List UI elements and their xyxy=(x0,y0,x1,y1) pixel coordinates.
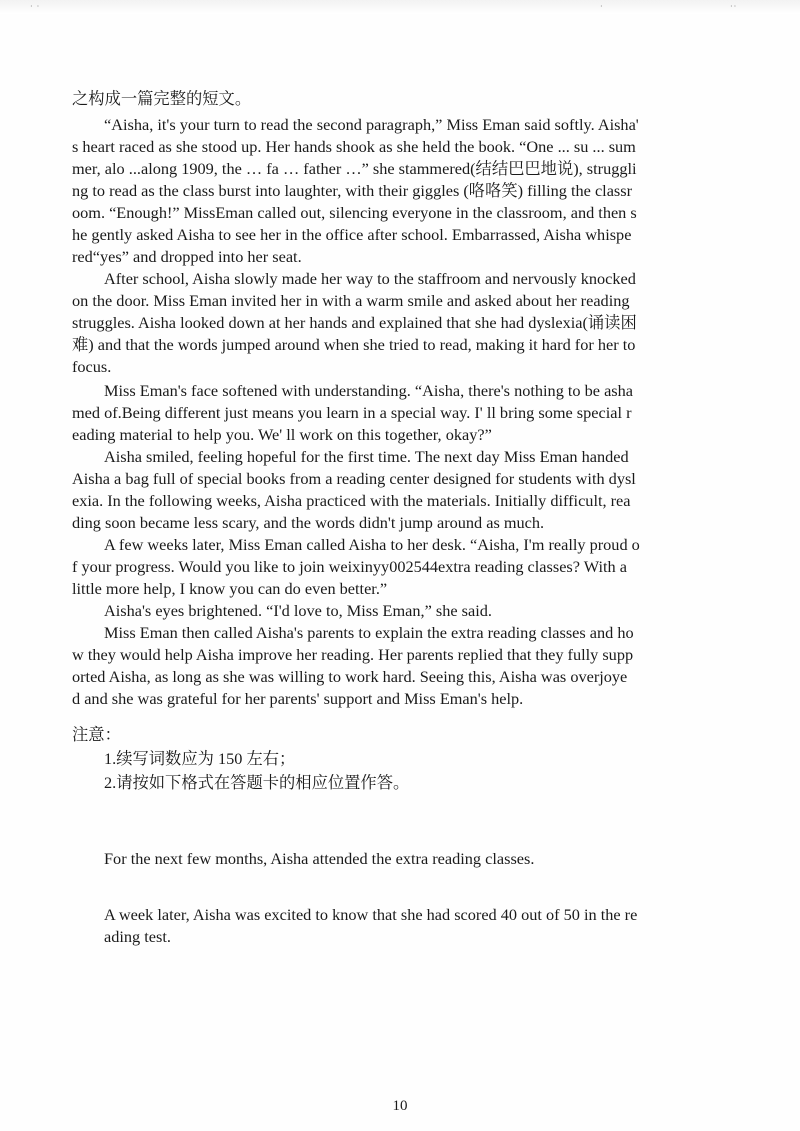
continuation-prompt-2: ading test. xyxy=(104,927,171,946)
story-line: eading material to help you. We' ll work on this together, okay?” xyxy=(72,425,492,444)
story-line: orted Aisha, as long as she was willing to work hard. Seeing this, Aisha was overjoye xyxy=(72,667,628,686)
story-line: struggles. Aisha looked down at her hands and explained that she had dyslexia(诵读困 xyxy=(72,313,637,332)
scan-mark-middle xyxy=(600,2,604,6)
story-line: little more help, I know you can do even better.” xyxy=(72,579,388,598)
story-line: ng to read as the class burst into laughter, with their giggles (咯咯笑) filling the classr xyxy=(72,181,633,200)
story-line: Aisha's eyes brightened. “I'd love to, Miss Eman,” she said. xyxy=(104,601,492,620)
story-line: on the door. Miss Eman invited her in with a warm smile and asked about her reading xyxy=(72,291,630,310)
story-line: After school, Aisha slowly made her way to the staffroom and nervously knocked xyxy=(104,269,636,288)
story-line: “Aisha, it's your turn to read the second paragraph,” Miss Eman said softly. Aisha' xyxy=(104,115,639,134)
story-line: red“yes” and dropped into her seat. xyxy=(72,247,302,266)
story-line: he gently asked Aisha to see her in the office after school. Embarrassed, Aisha whispe xyxy=(72,225,632,244)
story-line: exia. In the following weeks, Aisha practiced with the materials. Initially difficult, rea xyxy=(72,491,631,510)
story-line: ding soon became less scary, and the words didn't jump around as much. xyxy=(72,513,545,532)
story-line: focus. xyxy=(72,357,112,376)
story-line: med of.Being different just means you learn in a special way. I' ll bring some special r xyxy=(72,403,632,422)
continuation-prompt-2: A week later, Aisha was excited to know that she had scored 40 out of 50 in the re xyxy=(104,905,638,924)
story-line: Miss Eman's face softened with understanding. “Aisha, there's nothing to be asha xyxy=(104,381,634,400)
note-heading: 注意： xyxy=(72,725,121,744)
scan-mark-right xyxy=(730,2,737,6)
page-number: 10 xyxy=(392,1098,408,1114)
story-line: oom. “Enough!” MissEman called out, silencing everyone in the classroom, and then s xyxy=(72,203,637,222)
story-line: w they would help Aisha improve her reading. Her parents replied that they fully supp xyxy=(72,645,634,664)
note-item: 2.请按如下格式在答题卡的相应位置作答。 xyxy=(104,773,410,792)
story-line: Aisha smiled, feeling hopeful for the first time. The next day Miss Eman handed xyxy=(104,447,629,466)
story-line: s heart raced as she stood up. Her hands shook as she held the book. “One ... su ... sum xyxy=(72,137,636,156)
note-item: 1.续写词数应为 150 左右； xyxy=(104,749,296,768)
scan-top-edge xyxy=(0,0,800,14)
story-line: mer, alo ...along 1909, the … fa … father …” she stammered(结结巴巴地说), struggli xyxy=(72,159,637,178)
story-line: 难) and that the words jumped around when she tried to read, making it hard for her to xyxy=(72,335,636,354)
intro-line: 之构成一篇完整的短文。 xyxy=(72,89,252,108)
continuation-prompt-1: For the next few months, Aisha attended the extra reading classes. xyxy=(104,849,535,868)
story-line: f your progress. Would you like to join weixinyy002544extra reading classes? With a xyxy=(72,557,627,576)
story-line: d and she was grateful for her parents' support and Miss Eman's help. xyxy=(72,689,524,708)
scan-mark-left xyxy=(30,2,40,6)
story-line: Miss Eman then called Aisha's parents to explain the extra reading classes and ho xyxy=(104,623,634,642)
story-line: A few weeks later, Miss Eman called Aisha to her desk. “Aisha, I'm really proud o xyxy=(104,535,640,554)
story-line: Aisha a bag full of special books from a reading center designed for students with dysl xyxy=(72,469,636,488)
